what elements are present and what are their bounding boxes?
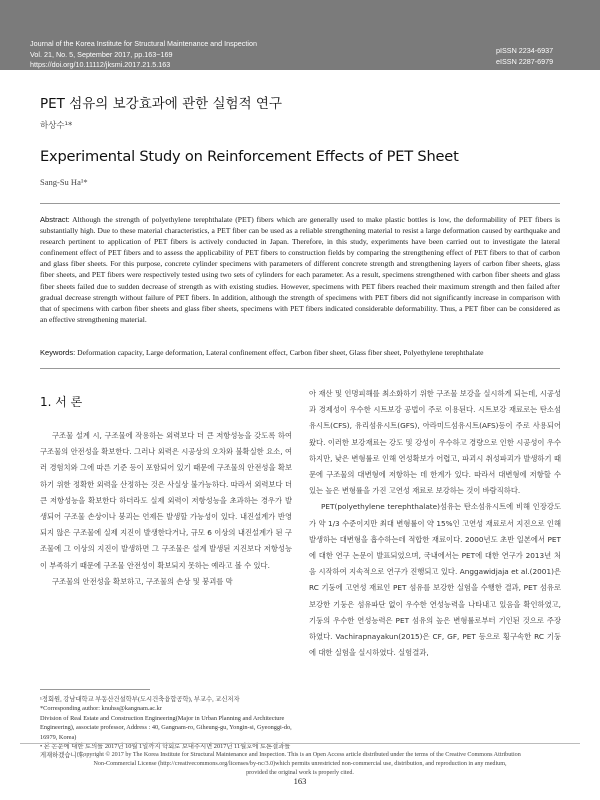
keywords-text: Deformation capacity, Large deformation, Lateral confinement effect, Carbon fiber sheet, Glass fiber sheet, Polyethylene terephthalate	[77, 348, 484, 357]
footnote-discussion: • 본 논문에 대한 토의를 2017년 10월 1일까지 학회로 보내주시면 2017년 11월호에 토론결과를 게재하겠습니다.	[40, 743, 291, 760]
eissn: eISSN 2287-6979	[496, 56, 554, 66]
keywords-label: Keywords:	[40, 348, 76, 357]
abstract-text: Although the strength of polyethylene terephthalate (PET) fibers which are generally used to make plastic bottles is low, the deformability of PET fibers is substantially high. Due to these material characteristics, a PET fiber can be used as a reliable strengthening material to resist a large deformation caused by earthquake and research pertinent to application of PET fibers is actively conducted in Japan. Therefore, in this study, experiments have been carried out to investigate the lateral confinement effect of PET fibers and to assess the applicability of PET fibers to construction fields by comparing the strengthening effect of PET fibers to that of carbon and glass fiber sheets. For this purpose, concrete cylinder specimens with parameters of different concrete strength and strengthening layers of carbon fiber sheets, glass fiber sheets, and PET fibers were respectively tested using two sets of cylinders for each parameter. As a result, specimens strengthened with carbon fiber sheets and glass fiber sheets failed due to sudden decrease of strength as with existing studies. However, specimens with PET fibers reached their maximum strength and then failed after gradual decrease strength without failure of PET fibers. In addition, although the strength of specimens with PET fibers did not significantly increase in comparison with that of specimens with carbon fiber sheets and glass fiber sheets, specimens with PET fibers indicated considerable deformability. Thus, a PET fiber can be considered as an effective strengthening material.	[40, 215, 560, 324]
footnote-affiliation: ¹정회원, 강남대학교 부동산건설학부(도시건축융합공학), 부교수, 교신저자	[40, 696, 240, 703]
title-korean: PET 섬유의 보강효과에 관한 실험적 연구	[40, 96, 282, 112]
footnote-address: Division of Real Estate and Construction Engineering(Major in Urban Planning and Architecture Engineering), associate professor, Address : 40, Gangnam-ro, Giheung-gu, Yongin-si, Gyeonggi-do, 16979, Korea)	[40, 714, 292, 741]
divider	[40, 203, 560, 204]
copyright-notice	[40, 751, 560, 778]
abstract-label: Abstract:	[40, 215, 70, 224]
copyright-line: Copyright © 2017 by The Korea Institute for Structural Maintenance and Inspection. This is an Open Access article distributed under the terms of the Creative Commons Attribution	[79, 752, 521, 758]
author-english: Sang-Su Ha¹*	[40, 177, 88, 187]
doi-link[interactable]: https://doi.org/10.11112/jksmi.2017.21.5.163	[30, 60, 171, 69]
journal-name: Journal of the Korea Institute for Structural Maintenance and Inspection	[30, 39, 257, 48]
issn-info	[496, 46, 553, 67]
footnote-divider	[40, 689, 150, 690]
pissn: pISSN 2234-6937	[496, 46, 554, 55]
body-column-left	[40, 428, 292, 590]
keywords	[40, 348, 560, 357]
journal-header	[0, 0, 600, 70]
divider	[20, 743, 580, 744]
copyright-line: provided the original work is properly cited.	[246, 770, 354, 776]
section-heading: 1. 서 론	[40, 395, 83, 409]
footnote-corresponding: *Corresponding author: knuhss@kangnam.ac.kr	[40, 705, 162, 713]
paragraph: 구조물 설계 시, 구조물에 작용하는 외력보다 더 큰 저항성능을 갖도록 하여 구조물의 안전성을 확보한다. 그러나 외력은 시공상의 오차와 불확실한 요소, 여러 경험치와 그에 따른 기준 등이 포함되어 있기 때문에 구조물의 안전성을 확보하기 위한 정확한 외력을 산정하는 것은 사실상 불가능하다. 따라서 외력보다 더 큰 저항성능을 확보한다 하더라도 실제 외력이 저항성능을 초과하는 경우가 발생되어 구조물 손상이나 붕괴는 언제든 발생할 가능성이 있다. 내진설계가 반영되지 않은 구조물에 실제 지진이 발생한다거나, 규모 6 이상의 내진설계가 된 구조물에 그 이상의 지진이 발생하면 그 구조물은 설계 발생된 지진보다 저항성능이 부족하기 때문에 구조물 안전성이 확보되지 못하는 예라고 볼 수 있다.	[40, 431, 292, 570]
copyright-line: Non-Commercial License (http://creativecommons.org/licenses/by-nc/3.0)which permits unrestricted non-commercial use, distribution, and reproduction in any medium,	[93, 761, 507, 767]
title-english: Experimental Study on Reinforcement Effects of PET Sheet	[40, 148, 459, 165]
paragraph: PET(polyethylene terephthalate)섬유는 탄소섬유시트에 비해 인장강도가 약 1/3 수준이지만 최대 변형률이 약 15%인 고연성 재료로서 지진으로 인해 발생하는 대변형을 흡수하는데 적합한 재료이다. 2000년도 초반 일본에서 PET에 대한 연구 논문이 발표되었으며, 국내에서는 PET에 대한 연구가 2013년 처음 시작하여 지속적으로 연구가 진행되고 있다. Anggawidjaja et al.(2001)은 RC 기둥에 고연성 재료인 PET 섬유를 보강한 실험을 수행한 결과, PET 섬유로 보강한 기둥은 섬유파단 없이 우수한 연성능력을 나타내고 있음을 확인하였고, 기둥의 우수한 연성능력은 PET 섬유의 높은 변형률로부터 기인된 것으로 주장하였다. Vachirapnayakun(2015)은 CF, GF, PET 등으로 횡구속한 RC 기둥에 대한 실험을 실시하였다. 실험결과,	[309, 502, 561, 658]
divider	[40, 368, 560, 369]
body-column-right	[309, 386, 561, 661]
abstract	[40, 214, 560, 325]
journal-volume: Vol. 21, No. 5, September 2017, pp.163~169	[30, 49, 173, 59]
paragraph: 아 재산 및 인명피해를 최소화하기 위한 구조물 보강을 실시하게 되는데, 시공성과 경제성이 우수한 시트보강 공법이 주로 이용된다. 시트보강 재료로는 탄소섬유시트(CFS), 유리섬유시트(GFS), 아라미드섬유시트(AFS)등이 주로 사용되어 왔다. 이러한 보강재료는 강도 및 강성이 우수하고 경량으로 인한 시공성이 우수하지만, 낮은 변형률로 인해 연성확보가 어렵고, 파괴시 취성파괴가 발생하기 때문에 구조물의 대변형에 저항하는 데 한계가 있다. 따라서 대변형에 저항할 수 있는 높은 변형률을 가진 고연성 재료로 보강하는 것이 바람직하다.	[309, 389, 561, 496]
page-number: 163	[293, 776, 307, 786]
author-korean: 하상수¹*	[40, 121, 73, 131]
paragraph: 구조물의 안전성을 확보하고, 구조물의 손상 및 붕괴를 막	[52, 576, 233, 586]
journal-info	[30, 39, 257, 71]
